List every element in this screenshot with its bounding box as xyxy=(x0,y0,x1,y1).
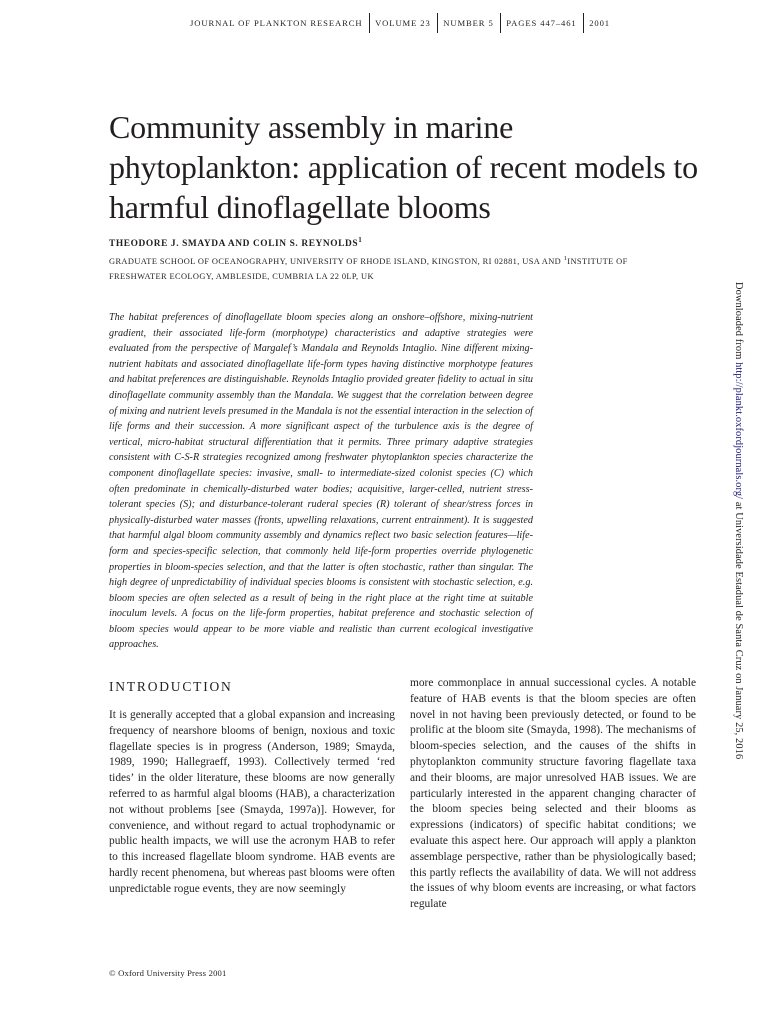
body-column-left: It is generally accepted that a global expansion and increasing frequency of nearshore blooms of benign, noxious and toxic flagellate species is in progress (Anderson, 1989; Smayda, 1989, 1990; Hallegraeff, 1993). Collectively termed ‘red tides’ in the older literature, these blooms are now generally referred to as harmful algal blooms (HAB), a characterization not without problems [see (Smayda, 1997a)]. However, for convenience, and without regard to actual trophodynamic or public health impacts, we will use the acronym HAB to refer to this increased flagellate bloom syndrome. HAB events are hardly recent phenomena, but whereas past blooms were often unpredictable rogue events, they are now seemingly xyxy=(109,709,395,895)
download-suffix: at Universidade Estadual de Santa Cruz on January 25, 2016 xyxy=(733,499,744,760)
affiliation-superscript: 1 xyxy=(563,255,568,262)
section-heading-introduction: INTRODUCTION xyxy=(109,679,233,694)
download-note xyxy=(733,282,744,759)
header-divider xyxy=(583,13,584,33)
download-prefix: Downloaded from xyxy=(733,282,744,363)
page-range: PAGES 447–461 xyxy=(506,18,577,28)
affiliation-2: INSTITUTE OF FRESHWATER ECOLOGY, AMBLESIDE, CUMBRIA LA 22 0LP, UK xyxy=(109,256,628,281)
running-header xyxy=(190,12,610,34)
affiliations xyxy=(109,251,674,284)
header-divider xyxy=(437,13,438,33)
copyright: © Oxford University Press 2001 xyxy=(109,968,227,978)
author-line xyxy=(109,236,669,249)
header-divider xyxy=(500,13,501,33)
abstract: The habitat preferences of dinoflagellate bloom species along an onshore–offshore, mixing-nutrient gradient, their associated life-form (morphotype) characteristics and adaptive strategies were evaluated from the perspective of Margalef’s Mandala and Reynolds Intaglio. Nine different mixing-nutrient habitats and associated dinoflagellate life-form types having distinctive morphotype features and habitat preferences are distinguishable. Reynolds Intaglio provided greater fidelity to actual in situ dinoflagellate community assembly than the Mandala. We suggest that the correlation between degree of mixing and nutrient levels presumed in the Mandala is not the essential interaction in the selection of life forms and their succession. A more significant aspect of the turbulence axis is the degree of vertical, micro-habitat structural differentiation that it permits. Three primary adaptive strategies consistent with C-S-R strategies recognized among freshwater phytoplankton species characterize the component dinoflagellate species: invasive, small- to intermediate-sized colonist species (C) which often predominate in chemically-disturbed water bodies; acquisitive, larger-celled, nutrient stress-tolerant species (S); and disturbance-tolerant ruderal species (R) tolerant of shear/stress forces in physically-disturbed water masses (fronts, upwelling relaxations, current entrainment). It is suggested that harmful algal bloom community assembly and dynamics reflect two basic selection features—life-form and species-specific selection, that commonly held life-form properties override phylogenetic properties in bloom-species selection, and that the latter is often stochastic, rather than singular. The high degree of unpredictability of individual species blooms is consistent with stochastic selection, e.g. bloom species are often selected as a result of being in the right place at the right time at suitable inoculum levels. A focus on the life-form properties, habitat preference and stochastic selection of bloom species would appear to be more viable and realistic than current ecological investigative approaches. xyxy=(109,312,533,651)
download-link[interactable]: http://plankt.oxfordjournals.org/ xyxy=(733,362,744,500)
issue-number: NUMBER 5 xyxy=(443,18,494,28)
article-title: Community assembly in marine phytoplankton: application of recent models to harmful dinoflagellate blooms xyxy=(109,109,698,226)
header-divider xyxy=(369,13,370,33)
body-column-right: more commonplace in annual successional cycles. A notable feature of HAB events is that the bloom species are often novel in not having been previously detected, or found to be prolific at the bloom site (Smayda, 1998). The mechanisms of bloom-species selection, and the causes of the shifts in phytoplankton community structure favoring flagellate taxa and their blooms, are major unresolved HAB issues. We are particularly interested in the apparent changing character of the bloom species being selected and their blooms as expressions (indicators) of specific habitat conditions; we evaluate this aspect here. Our approach will apply a plankton assemblage perspective, rather than be physiologically based; this partly reflects the availability of data. We will not address the issues of why bloom events are increasing, or what factors regulate xyxy=(410,677,696,911)
author-names: THEODORE J. SMAYDA AND COLIN S. REYNOLDS xyxy=(109,239,359,250)
year: 2001 xyxy=(589,18,610,28)
affiliation-1: GRADUATE SCHOOL OF OCEANOGRAPHY, UNIVERSITY OF RHODE ISLAND, KINGSTON, RI 02881, USA AND xyxy=(109,256,564,266)
volume: VOLUME 23 xyxy=(375,18,431,28)
journal-name: JOURNAL OF PLANKTON RESEARCH xyxy=(189,18,363,28)
author-superscript: 1 xyxy=(358,236,363,244)
